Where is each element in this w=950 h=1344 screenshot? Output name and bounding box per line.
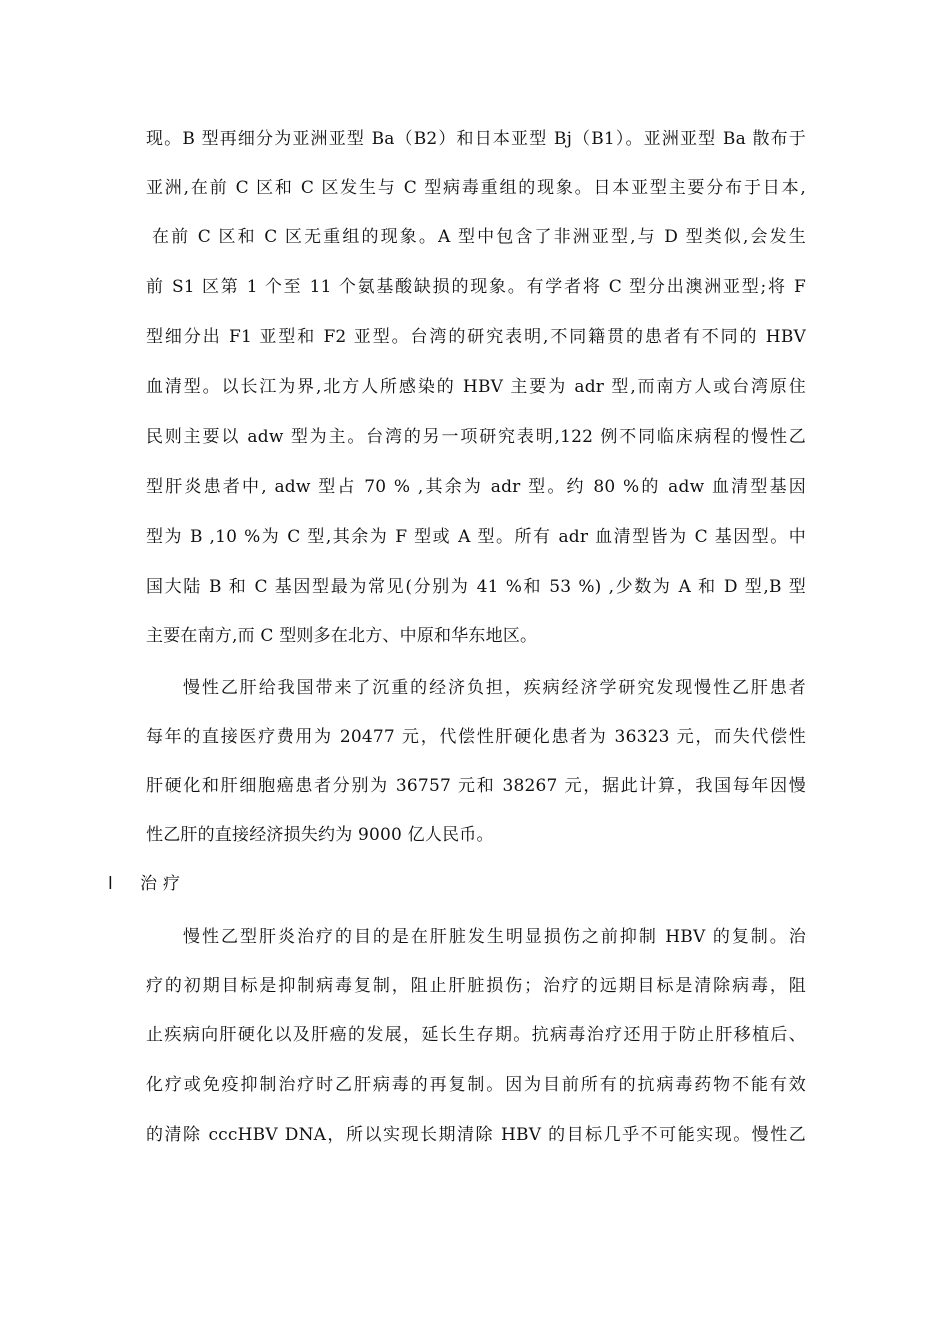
paragraph-3-line-3: 止疾病向肝硬化以及肝癌的发展，延长生存期。抗病毒治疗还用于防止肝移植后、 (146, 1025, 806, 1045)
paragraph-3-line-2: 疗的初期目标是抑制病毒复制，阻止肝脏损伤；治疗的远期目标是清除病毒，阻 (146, 976, 806, 996)
paragraph-1-line-7: 民则主要以 adw 型为主。台湾的另一项研究表明,122 例不同临床病程的慢性乙 (146, 427, 806, 447)
paragraph-1-line-2: 亚洲,在前 C 区和 C 区发生与 C 型病毒重组的现象。日本亚型主要分布于日本, (146, 178, 806, 198)
paragraph-2-line-4: 性乙肝的直接经济损失约为 9000 亿人民币。 (146, 825, 494, 845)
paragraph-2-line-1: 慢性乙肝给我国带来了沉重的经济负担，疾病经济学研究发现慢性乙肝患者 (183, 678, 806, 698)
paragraph-3-line-4: 化疗或免疫抑制治疗时乙肝病毒的再复制。因为目前所有的抗病毒药物不能有效 (146, 1075, 806, 1095)
paragraph-1-line-5: 型细分出 F1 亚型和 F2 亚型。台湾的研究表明,不同籍贯的患者有不同的 HBV (146, 327, 806, 347)
paragraph-1-line-10: 国大陆 B 和 C 基因型最为常见(分别为 41 %和 53 %) ,少数为 A 和 D 型,B 型 (146, 577, 806, 597)
paragraph-1-line-4: 前 S1 区第 1 个至 11 个氨基酸缺损的现象。有学者将 C 型分出澳洲亚型;将 F (146, 277, 806, 297)
paragraph-1-line-8: 型肝炎患者中, adw 型占 70 % ,其余为 adr 型。约 80 %的 adw 血清型基因 (146, 477, 806, 497)
paragraph-3-line-1: 慢性乙型肝炎治疗的目的是在肝脏发生明显损伤之前抑制 HBV 的复制。治 (183, 927, 806, 947)
paragraph-3-line-5: 的清除 cccHBV DNA，所以实现长期清除 HBV 的目标几乎不可能实现。慢性乙 (146, 1125, 806, 1145)
paragraph-1-line-9: 型为 B ,10 %为 C 型,其余为 F 型或 A 型。所有 adr 血清型皆为 C 基因型。中 (146, 527, 806, 547)
paragraph-1-line-3: 在前 C 区和 C 区无重组的现象。A 型中包含了非洲亚型,与 D 型类似,会发生 (152, 227, 806, 247)
paragraph-2-line-3: 肝硬化和肝细胞癌患者分别为 36757 元和 38267 元，据此计算，我国每年因慢 (146, 776, 806, 796)
section-heading (108, 872, 186, 896)
paragraph-1-line-6: 血清型。以长江为界,北方人所感染的 HBV 主要为 adr 型,而南方人或台湾原住 (146, 377, 806, 397)
paragraph-2-line-2: 每年的直接医疗费用为 20477 元，代偿性肝硬化患者为 36323 元，而失代偿性 (146, 727, 806, 747)
paragraph-1-line-1: 现。B 型再细分为亚洲亚型 Ba（B2）和日本亚型 Bj（B1）。亚洲亚型 Ba 散布于 (146, 129, 806, 149)
section-number: l (108, 874, 113, 894)
section-title: 治疗 (140, 874, 186, 894)
paragraph-1-line-11: 主要在南方,而 C 型则多在北方、中原和华东地区。 (146, 626, 538, 646)
